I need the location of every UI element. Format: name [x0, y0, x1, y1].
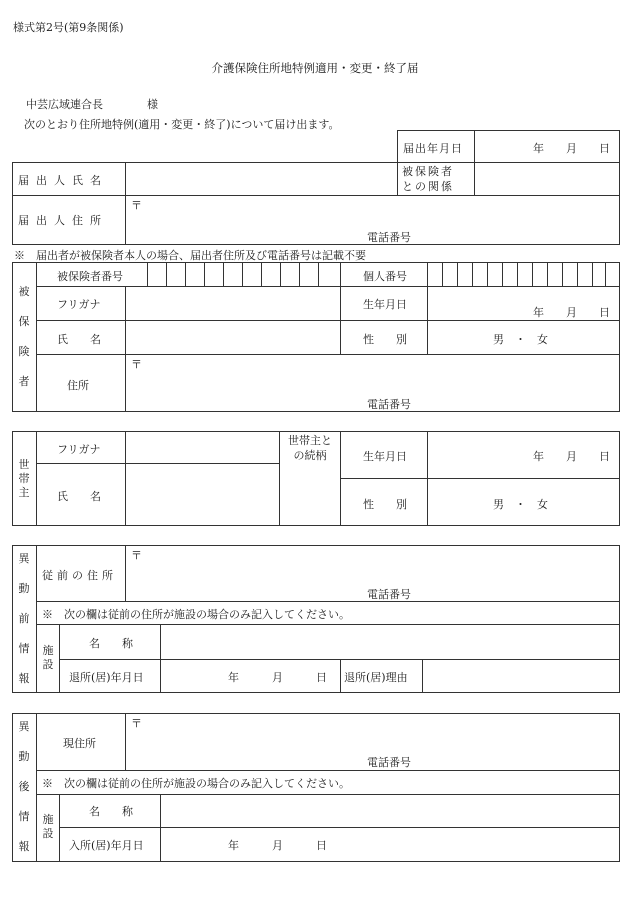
facility-label: 施 設: [42, 644, 54, 671]
householder-relation-label: 世帯主と の続柄: [288, 434, 332, 462]
move-in-date-label: 入所(居)年月日: [69, 839, 144, 852]
postal-mark: 〒: [131, 199, 142, 212]
relation-field[interactable]: [476, 164, 617, 193]
submission-date-field[interactable]: 年 月 日: [533, 142, 610, 155]
personal-number-label: 個人番号: [363, 270, 407, 283]
move-out-date-label: 退所(居)年月日: [69, 671, 144, 684]
postal-mark: 〒: [131, 549, 142, 562]
insured-furigana-field[interactable]: [127, 288, 338, 318]
facility-note: ※ 次の欄は従前の住所が施設の場合のみ記入してください。: [42, 608, 350, 621]
insured-address-label: 住所: [67, 379, 89, 392]
phone-label: 電話番号: [367, 398, 411, 411]
move-out-reason-label: 退所(居)理由: [344, 671, 408, 684]
insured-name-label: 氏 名: [57, 333, 101, 346]
householder-sex-field[interactable]: 男 ・ 女: [493, 498, 548, 511]
householder-section-label: 世 帯 主: [18, 458, 30, 499]
before-move-section-label: 異 動 前 情 報: [18, 552, 30, 685]
postal-mark: 〒: [131, 358, 142, 371]
householder-sex-label: 性 別: [363, 498, 407, 511]
intro-text: 次のとおり住所地特例(適用・変更・終了)について届け出ます。: [24, 118, 340, 131]
after-move-section-label: 異 動 後 情 報: [18, 720, 30, 853]
phone-label: 電話番号: [367, 756, 411, 769]
applicant-name-field[interactable]: [127, 164, 395, 193]
householder-name-label: 氏 名: [57, 490, 101, 503]
facility-name-field[interactable]: [162, 796, 617, 825]
phone-label: 電話番号: [367, 231, 411, 244]
form-number: 様式第2号(第9条関係): [13, 21, 124, 34]
addressee: 中芸広域連合長 様: [26, 98, 158, 111]
prev-address-label: 従前の住所: [42, 569, 117, 582]
phone-label: 電話番号: [367, 588, 411, 601]
facility-name-label: 名 称: [89, 805, 133, 818]
postal-mark: 〒: [131, 717, 142, 730]
insured-name-field[interactable]: [127, 322, 338, 352]
householder-name-field[interactable]: [127, 466, 277, 523]
householder-furigana-label: フリガナ: [57, 443, 101, 456]
relation-label: 被保険者 との関係: [402, 165, 454, 193]
householder-birth-label: 生年月日: [363, 450, 407, 463]
facility-note: ※ 次の欄は従前の住所が施設の場合のみ記入してください。: [42, 777, 350, 790]
insured-section-label: 被 保 険 者: [18, 285, 30, 388]
householder-relation-field[interactable]: [281, 466, 339, 523]
facility-label: 施 設: [42, 813, 54, 840]
applicant-note: ※ 届出者が被保険者本人の場合、届出者住所及び電話番号は記載不要: [14, 249, 366, 262]
insured-number-label: 被保険者番号: [57, 270, 123, 283]
householder-furigana-field[interactable]: [127, 433, 277, 461]
facility-name-label: 名 称: [89, 637, 133, 650]
move-out-date-field[interactable]: 年 月 日: [228, 671, 327, 684]
insured-birth-field[interactable]: 年 月 日: [533, 306, 610, 319]
applicant-address-label: 届出人住所: [18, 214, 108, 227]
move-out-reason-field[interactable]: [424, 661, 617, 690]
move-in-date-field[interactable]: 年 月 日: [228, 839, 327, 852]
current-address-label: 現住所: [63, 737, 96, 750]
insured-furigana-label: フリガナ: [57, 298, 101, 311]
facility-name-field[interactable]: [162, 626, 617, 657]
form-title: 介護保険住所地特例適用・変更・終了届: [211, 61, 419, 75]
insured-birth-label: 生年月日: [363, 298, 407, 311]
submission-date-label: 届出年月日: [403, 142, 463, 155]
insured-sex-label: 性 別: [363, 333, 407, 346]
householder-birth-field[interactable]: 年 月 日: [533, 450, 610, 463]
applicant-name-label: 届出人氏名: [18, 174, 108, 187]
insured-sex-field[interactable]: 男 ・ 女: [493, 333, 548, 346]
